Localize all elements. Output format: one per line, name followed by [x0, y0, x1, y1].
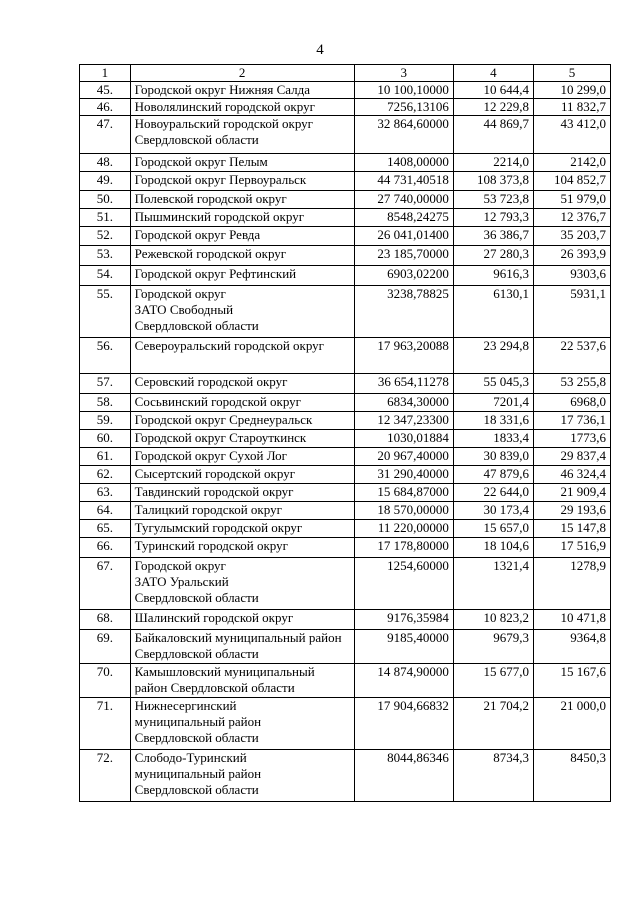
value-col-4: 12 229,8 [453, 99, 533, 116]
value-col-4: 15 657,0 [453, 520, 533, 538]
row-number: 52. [80, 227, 131, 246]
municipality-name: Сысертский городской округ [130, 466, 354, 484]
row-number: 61. [80, 448, 131, 466]
value-col-5: 43 412,0 [533, 116, 610, 154]
row-number: 49. [80, 172, 131, 191]
value-col-4: 18 104,6 [453, 538, 533, 558]
value-col-5: 9303,6 [533, 266, 610, 286]
municipality-name: Шалинский городской округ [130, 610, 354, 630]
value-col-5: 9364,8 [533, 630, 610, 664]
value-col-5: 8450,3 [533, 750, 610, 802]
value-col-5: 53 255,8 [533, 374, 610, 394]
table-row [80, 374, 611, 394]
municipality-name: Полевской городской округ [130, 191, 354, 209]
value-col-3: 1030,01884 [354, 430, 453, 448]
table-row [80, 630, 611, 664]
value-col-5: 29 193,6 [533, 502, 610, 520]
value-col-3: 6903,02200 [354, 266, 453, 286]
value-col-5: 51 979,0 [533, 191, 610, 209]
value-col-4: 30 173,4 [453, 502, 533, 520]
value-col-5: 5931,1 [533, 286, 610, 338]
row-number: 57. [80, 374, 131, 394]
value-col-3: 32 864,60000 [354, 116, 453, 154]
value-col-5: 21 909,4 [533, 484, 610, 502]
value-col-4: 12 793,3 [453, 209, 533, 227]
value-col-5: 10 471,8 [533, 610, 610, 630]
value-col-4: 15 677,0 [453, 664, 533, 698]
row-number: 59. [80, 412, 131, 430]
value-col-5: 26 393,9 [533, 246, 610, 266]
row-number: 50. [80, 191, 131, 209]
value-col-3: 1408,00000 [354, 154, 453, 172]
municipality-name: Городской округ ЗАТО Уральский Свердловской области [130, 558, 354, 610]
value-col-5: 10 299,0 [533, 82, 610, 99]
municipality-name: Серовский городской округ [130, 374, 354, 394]
header-col-3: 3 [354, 65, 453, 82]
row-number: 62. [80, 466, 131, 484]
municipality-name: Городской округ Пелым [130, 154, 354, 172]
value-col-4: 7201,4 [453, 394, 533, 412]
row-number: 65. [80, 520, 131, 538]
table-row [80, 538, 611, 558]
table-row [80, 448, 611, 466]
row-number: 63. [80, 484, 131, 502]
table-row [80, 412, 611, 430]
header-col-1: 1 [80, 65, 131, 82]
row-number: 64. [80, 502, 131, 520]
municipality-name: Городской округ Рефтинский [130, 266, 354, 286]
municipality-name: Североуральский городской округ [130, 338, 354, 374]
value-col-3: 15 684,87000 [354, 484, 453, 502]
value-col-5: 2142,0 [533, 154, 610, 172]
municipality-name: Талицкий городской округ [130, 502, 354, 520]
value-col-3: 17 178,80000 [354, 538, 453, 558]
value-col-4: 23 294,8 [453, 338, 533, 374]
value-col-3: 3238,78825 [354, 286, 453, 338]
value-col-3: 8044,86346 [354, 750, 453, 802]
row-number: 46. [80, 99, 131, 116]
table-row [80, 466, 611, 484]
value-col-4: 10 644,4 [453, 82, 533, 99]
value-col-3: 20 967,40000 [354, 448, 453, 466]
value-col-3: 7256,13106 [354, 99, 453, 116]
value-col-4: 55 045,3 [453, 374, 533, 394]
value-col-3: 44 731,40518 [354, 172, 453, 191]
table-row [80, 750, 611, 802]
table-row [80, 191, 611, 209]
value-col-4: 36 386,7 [453, 227, 533, 246]
value-col-4: 10 823,2 [453, 610, 533, 630]
value-col-4: 9679,3 [453, 630, 533, 664]
value-col-5: 17 516,9 [533, 538, 610, 558]
table-row [80, 266, 611, 286]
value-col-4: 1321,4 [453, 558, 533, 610]
municipality-name: Городской округ Первоуральск [130, 172, 354, 191]
municipality-name: Пышминский городской округ [130, 209, 354, 227]
value-col-4: 53 723,8 [453, 191, 533, 209]
header-col-2: 2 [130, 65, 354, 82]
table-row [80, 116, 611, 154]
value-col-3: 31 290,40000 [354, 466, 453, 484]
municipality-name: Тавдинский городской округ [130, 484, 354, 502]
value-col-4: 22 644,0 [453, 484, 533, 502]
municipality-name: Новоуральский городской округ Свердловской области [130, 116, 354, 154]
municipality-name: Камышловский муниципальный район Свердловской области [130, 664, 354, 698]
value-col-5: 11 832,7 [533, 99, 610, 116]
row-number: 72. [80, 750, 131, 802]
value-col-4: 47 879,6 [453, 466, 533, 484]
value-col-4: 18 331,6 [453, 412, 533, 430]
value-col-3: 11 220,00000 [354, 520, 453, 538]
municipality-name: Сосьвинский городской округ [130, 394, 354, 412]
value-col-3: 17 963,20088 [354, 338, 453, 374]
value-col-3: 36 654,11278 [354, 374, 453, 394]
municipality-name: Байкаловский муниципальный район Свердловской области [130, 630, 354, 664]
row-number: 56. [80, 338, 131, 374]
value-col-4: 2214,0 [453, 154, 533, 172]
table-row [80, 209, 611, 227]
municipality-name: Городской округ Ревда [130, 227, 354, 246]
municipality-name: Городской округ ЗАТО Свободный Свердловской области [130, 286, 354, 338]
table-row [80, 610, 611, 630]
row-number: 58. [80, 394, 131, 412]
value-col-3: 12 347,23300 [354, 412, 453, 430]
table-row [80, 430, 611, 448]
table-body [80, 82, 611, 802]
value-col-5: 22 537,6 [533, 338, 610, 374]
municipality-name: Городской округ Нижняя Салда [130, 82, 354, 99]
data-table [79, 64, 611, 802]
table-row [80, 82, 611, 99]
value-col-4: 6130,1 [453, 286, 533, 338]
value-col-3: 10 100,10000 [354, 82, 453, 99]
value-col-3: 1254,60000 [354, 558, 453, 610]
table-row [80, 338, 611, 374]
table-row [80, 99, 611, 116]
row-number: 55. [80, 286, 131, 338]
table-row [80, 502, 611, 520]
value-col-3: 18 570,00000 [354, 502, 453, 520]
table-row [80, 286, 611, 338]
value-col-3: 8548,24275 [354, 209, 453, 227]
value-col-4: 9616,3 [453, 266, 533, 286]
row-number: 71. [80, 698, 131, 750]
value-col-3: 27 740,00000 [354, 191, 453, 209]
table-row [80, 664, 611, 698]
value-col-5: 17 736,1 [533, 412, 610, 430]
value-col-5: 104 852,7 [533, 172, 610, 191]
table-row [80, 520, 611, 538]
value-col-5: 46 324,4 [533, 466, 610, 484]
row-number: 68. [80, 610, 131, 630]
row-number: 60. [80, 430, 131, 448]
row-number: 66. [80, 538, 131, 558]
row-number: 48. [80, 154, 131, 172]
page-number: 4 [316, 42, 324, 58]
value-col-3: 23 185,70000 [354, 246, 453, 266]
value-col-4: 21 704,2 [453, 698, 533, 750]
value-col-5: 15 147,8 [533, 520, 610, 538]
value-col-4: 44 869,7 [453, 116, 533, 154]
row-number: 47. [80, 116, 131, 154]
row-number: 70. [80, 664, 131, 698]
value-col-3: 26 041,01400 [354, 227, 453, 246]
municipality-name: Нижнесергинский муниципальный район Свердловской области [130, 698, 354, 750]
row-number: 69. [80, 630, 131, 664]
value-col-5: 21 000,0 [533, 698, 610, 750]
table-row [80, 246, 611, 266]
value-col-3: 14 874,90000 [354, 664, 453, 698]
value-col-5: 15 167,6 [533, 664, 610, 698]
header-col-4: 4 [453, 65, 533, 82]
municipality-name: Слободо-Туринский муниципальный район Свердловской области [130, 750, 354, 802]
value-col-4: 30 839,0 [453, 448, 533, 466]
row-number: 53. [80, 246, 131, 266]
table-row [80, 227, 611, 246]
value-col-4: 27 280,3 [453, 246, 533, 266]
value-col-5: 1773,6 [533, 430, 610, 448]
value-col-3: 9185,40000 [354, 630, 453, 664]
value-col-5: 6968,0 [533, 394, 610, 412]
value-col-4: 108 373,8 [453, 172, 533, 191]
table-row [80, 558, 611, 610]
row-number: 67. [80, 558, 131, 610]
value-col-4: 1833,4 [453, 430, 533, 448]
municipality-name: Туринский городской округ [130, 538, 354, 558]
municipality-name: Тугулымский городской округ [130, 520, 354, 538]
table-row [80, 154, 611, 172]
municipality-name: Городской округ Староуткинск [130, 430, 354, 448]
value-col-5: 1278,9 [533, 558, 610, 610]
municipality-name: Режевской городской округ [130, 246, 354, 266]
municipality-name: Новолялинский городской округ [130, 99, 354, 116]
value-col-3: 9176,35984 [354, 610, 453, 630]
table-row [80, 484, 611, 502]
row-number: 54. [80, 266, 131, 286]
header-row [80, 65, 611, 82]
row-number: 45. [80, 82, 131, 99]
header-col-5: 5 [533, 65, 610, 82]
municipality-name: Городской округ Сухой Лог [130, 448, 354, 466]
municipality-name: Городской округ Среднеуральск [130, 412, 354, 430]
value-col-5: 12 376,7 [533, 209, 610, 227]
table-row [80, 698, 611, 750]
table-row [80, 172, 611, 191]
value-col-3: 17 904,66832 [354, 698, 453, 750]
row-number: 51. [80, 209, 131, 227]
value-col-5: 35 203,7 [533, 227, 610, 246]
value-col-3: 6834,30000 [354, 394, 453, 412]
table-row [80, 394, 611, 412]
value-col-5: 29 837,4 [533, 448, 610, 466]
value-col-4: 8734,3 [453, 750, 533, 802]
